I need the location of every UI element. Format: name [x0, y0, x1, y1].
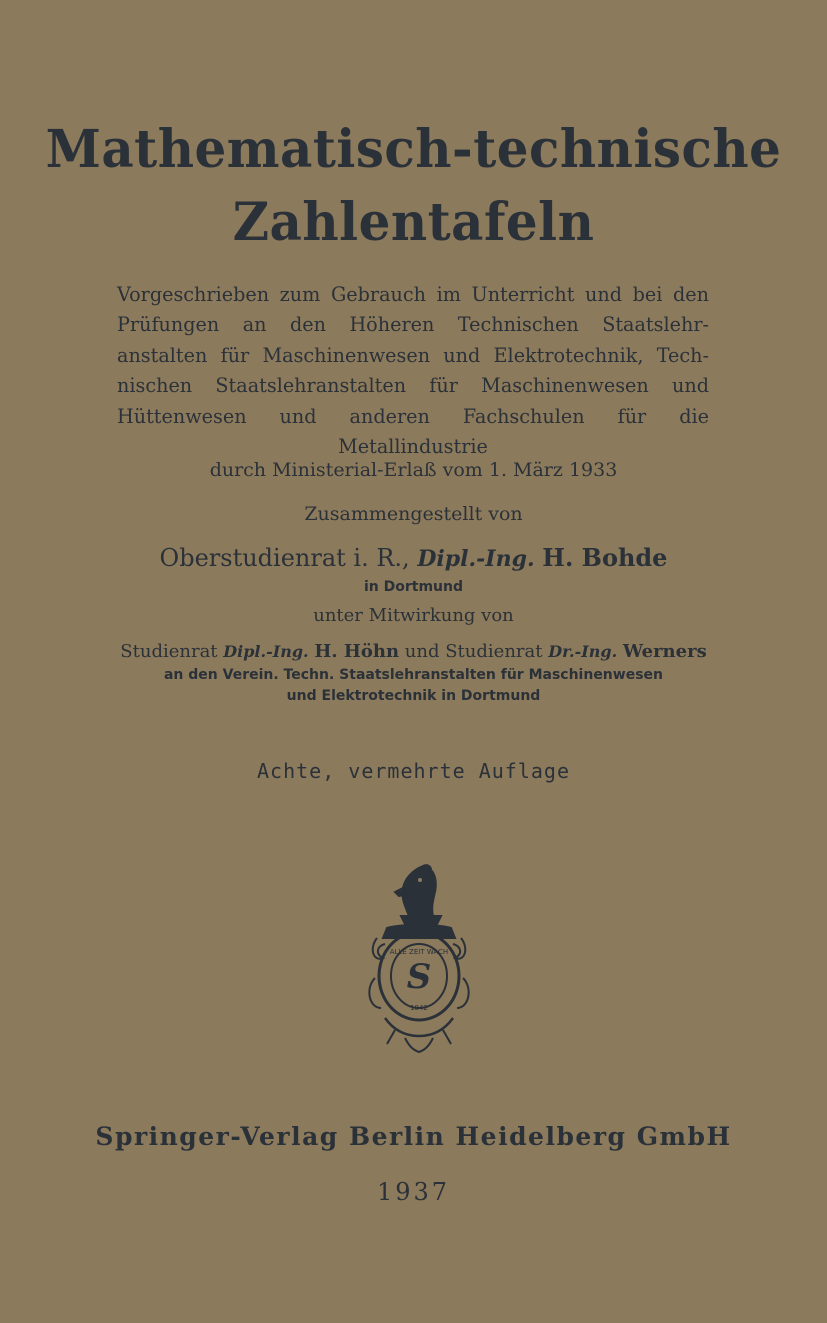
compiled-by-label: Zusammengestellt von: [304, 503, 523, 525]
author-prefix: Oberstudienrat i. R.,: [159, 544, 410, 572]
edition-label: Achte, vermehrte Auflage: [257, 759, 570, 783]
publisher-name: Springer-Verlag Berlin Heidelberg GmbH: [95, 1122, 732, 1151]
collaborator-conjunction: und Studienrat: [404, 641, 543, 662]
collaborator-1-role: Studienrat: [120, 641, 218, 662]
author-name: H. Bohde: [542, 543, 668, 572]
purpose-statement: Vorgeschrieben zum Gebrauch im Unterricht und bei den Prüfungen an den Höheren Technischen Staatslehr-anstalten für Maschinenwesen und Elektrotechnik, Tech-nischen Staatslehranstalten für Maschinenwesen und Hüttenwesen und anderen Fachschulen für die Metallindustrie: [117, 283, 709, 459]
collaborator-1-name: H. Höhn: [314, 641, 400, 662]
collaborator-2-name: Werners: [622, 641, 707, 662]
logo-letter: S: [406, 957, 432, 997]
book-title-line-2: Zahlentafeln: [232, 192, 595, 253]
collaborator-1-degree: Dipl.-Ing.: [223, 642, 309, 661]
logo-year: 1842: [410, 1004, 428, 1012]
author-line: [0, 543, 827, 572]
springer-horse-logo-icon: [365, 858, 473, 1054]
book-title-line-1: Mathematisch-technische: [45, 119, 782, 180]
collaborator-affiliation-2: und Elektrotechnik in Dortmund: [286, 688, 541, 704]
collaborators-line: [0, 641, 827, 662]
author-location: in Dortmund: [363, 579, 464, 595]
collaborator-affiliation-1: an den Verein. Techn. Staatslehranstalten für Maschinenwesen: [163, 667, 664, 683]
collaborator-2-degree: Dr.-Ing.: [548, 642, 618, 661]
publication-year: 1937: [376, 1178, 451, 1206]
decree-line: durch Ministerial-Erlaß vom 1. März 1933: [209, 459, 618, 481]
collaboration-label: unter Mitwirkung von: [313, 605, 514, 626]
author-degree: Dipl.-Ing.: [417, 546, 535, 572]
logo-motto: ALLE ZEIT WACH: [389, 948, 449, 956]
